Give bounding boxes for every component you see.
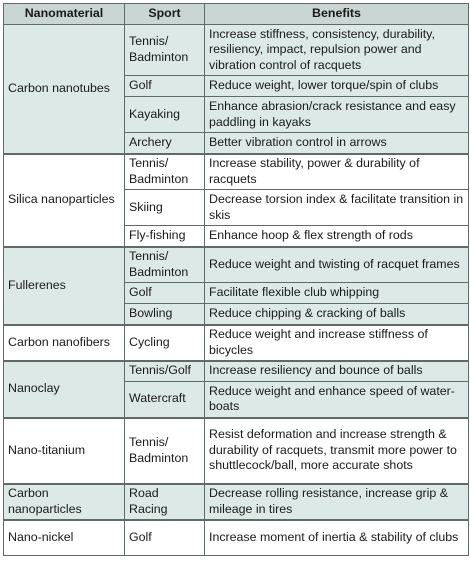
benefit-cell: Increase stiffness, consistency, durability, resiliency, impact, repulsion power and vibration control of racquets: [205, 25, 469, 76]
sport-cell: Tennis/ Badminton: [125, 418, 205, 484]
benefit-cell: Better vibration control in arrows: [205, 133, 469, 154]
sport-cell: Cycling: [125, 325, 205, 361]
sport-cell: Fly-fishing: [125, 226, 205, 247]
header-benefits: Benefits: [205, 4, 469, 25]
material-cell: Fullerenes: [4, 247, 125, 325]
benefit-cell: Reduce weight, lower torque/spin of clubs: [205, 76, 469, 97]
sport-cell: Bowling: [125, 304, 205, 325]
benefit-cell: Increase stability, power & durability of racquets: [205, 154, 469, 190]
group-carbon-nanofibers: [4, 325, 469, 361]
material-cell: Silica nanoparticles: [4, 154, 125, 247]
sport-cell: Kayaking: [125, 97, 205, 133]
table-row: [4, 520, 469, 556]
sport-cell: Archery: [125, 133, 205, 154]
material-cell: Nano-titanium: [4, 418, 125, 484]
sport-cell: Skiing: [125, 190, 205, 226]
group-silica-nanoparticles: [4, 154, 469, 247]
benefit-cell: Decrease rolling resistance, increase grip & mileage in tires: [205, 484, 469, 520]
benefit-cell: Facilitate flexible club whipping: [205, 283, 469, 304]
benefit-cell: Reduce weight and increase stiffness of bicycles: [205, 325, 469, 361]
sport-cell: Tennis/ Badminton: [125, 154, 205, 190]
sport-cell: Watercraft: [125, 382, 205, 418]
table-row: [4, 361, 469, 382]
material-cell: Nano-nickel: [4, 520, 125, 556]
sport-cell: Golf: [125, 520, 205, 556]
benefit-cell: Reduce weight and twisting of racquet frames: [205, 247, 469, 283]
material-cell: Carbon nanotubes: [4, 25, 125, 154]
material-cell: Carbon nanofibers: [4, 325, 125, 361]
sport-cell: Tennis/ Badminton: [125, 247, 205, 283]
material-cell: Nanoclay: [4, 361, 125, 418]
benefit-cell: Increase moment of inertia & stability of clubs: [205, 520, 469, 556]
group-nanoclay: [4, 361, 469, 418]
header-row: [4, 4, 469, 25]
table-row: [4, 247, 469, 283]
benefit-cell: Reduce weight and enhance speed of water-boats: [205, 382, 469, 418]
table-row: [4, 418, 469, 484]
sport-cell: Golf: [125, 76, 205, 97]
benefit-cell: Reduce chipping & cracking of balls: [205, 304, 469, 325]
group-carbon-nanotubes: [4, 25, 469, 154]
group-fullerenes: [4, 247, 469, 325]
sport-cell: Tennis/ Badminton: [125, 25, 205, 76]
benefit-cell: Enhance abrasion/crack resistance and easy paddling in kayaks: [205, 97, 469, 133]
sport-cell: Tennis/Golf: [125, 361, 205, 382]
benefit-cell: Enhance hoop & flex strength of rods: [205, 226, 469, 247]
group-nano-nickel: [4, 520, 469, 556]
header-sport: Sport: [125, 4, 205, 25]
group-carbon-nanoparticles: [4, 484, 469, 520]
group-nano-titanium: [4, 418, 469, 484]
table-row: [4, 154, 469, 190]
benefit-cell: Resist deformation and increase strength & durability of racquets, transmit more power to shuttlecock/ball, more accurate shots: [205, 418, 469, 484]
table-row: [4, 484, 469, 520]
material-cell: Carbon nanoparticles: [4, 484, 125, 520]
sport-cell: Golf: [125, 283, 205, 304]
header-nanomaterial: Nanomaterial: [4, 4, 125, 25]
nanomaterials-table-container: [3, 3, 468, 556]
nanomaterials-sports-table: [3, 3, 469, 556]
table-row: [4, 325, 469, 361]
benefit-cell: Increase resiliency and bounce of balls: [205, 361, 469, 382]
sport-cell: Road Racing: [125, 484, 205, 520]
table-row: [4, 25, 469, 76]
benefit-cell: Decrease torsion index & facilitate transition in skis: [205, 190, 469, 226]
